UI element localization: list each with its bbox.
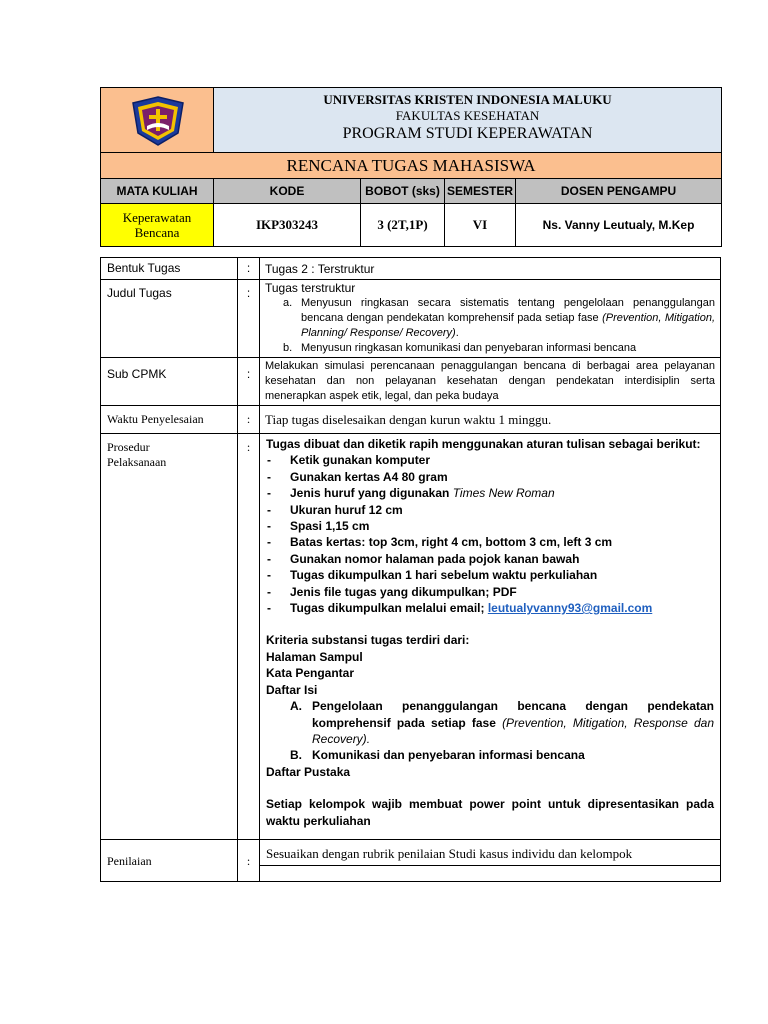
row-colon: : <box>238 280 260 358</box>
criteria-list <box>266 698 714 764</box>
criteria-intro: Kriteria substansi tugas terdiri dari: <box>266 633 470 648</box>
row-label-penilaian: Penilaian <box>101 839 238 881</box>
row-colon: : <box>238 434 260 840</box>
list-item: - Jenis file tugas yang dikumpulkan; PDF <box>267 584 517 599</box>
section-name: Halaman Sampul <box>266 649 363 664</box>
course-semester: VI <box>445 204 516 247</box>
list-item: - Jenis huruf yang digunakan Times New Roman <box>267 486 555 501</box>
row-value-prosedur <box>260 434 721 840</box>
table-row <box>101 280 721 358</box>
section-name: Daftar Pustaka <box>266 764 351 779</box>
column-header-semester: SEMESTER <box>445 179 516 204</box>
table-row <box>101 839 721 865</box>
document <box>100 87 721 882</box>
column-header-course: MATA KULIAH <box>101 179 214 204</box>
list-item: a. Menyusun ringkasan secara sistematis tentang pengelolaan penanggulangan bencana dengan pendekatan komprehensif pada setiap fase (Prevention, Mitigation, Planning/ Response/ Recovery). <box>283 297 716 339</box>
program-name: PROGRAM STUDI KEPERAWATAN <box>342 125 593 142</box>
closing-note: Setiap kelompok wajib membuat power point untuk dipresentasikan pada waktu perkuliahan <box>266 797 714 828</box>
empty-cell <box>260 865 721 881</box>
judul-list <box>265 296 715 356</box>
university-name: UNIVERSITAS KRISTEN INDONESIA MALUKU <box>323 92 612 107</box>
row-value-bentuk: Tugas 2 : Terstruktur <box>260 258 721 280</box>
list-item: A. Pengelolaan penanggulangan bencana dengan pendekatan komprehensif pada setiap fase (Prevention, Mitigation, Response dan Recovery). <box>290 699 715 746</box>
assignment-table <box>100 257 721 882</box>
row-colon: : <box>238 839 260 881</box>
email-link[interactable]: leutualyvanny93@gmail.com <box>487 601 653 616</box>
column-header-code: KODE <box>214 179 361 204</box>
row-colon: : <box>238 258 260 280</box>
row-label-subcpmk: Sub CPMK <box>101 358 238 406</box>
logo-cell <box>101 88 214 153</box>
row-value-subcpmk: Melakukan simulasi perencanaan penagguIangan bencana di berbagai area pelayanan kesehatan dan non pelayanan kesehatan dengan pendekatan interdisiplin serta menerapkan aspek etik, legal, dan peka budaya <box>260 358 721 406</box>
course-credits: 3 (2T,1P) <box>361 204 445 247</box>
row-value-judul <box>260 280 721 358</box>
column-header-credits: BOBOT (sks) <box>361 179 445 204</box>
section-name: Daftar Isi <box>266 682 318 697</box>
course-name: Keperawatan Bencana <box>101 204 214 247</box>
section-name: Kata Pengantar <box>266 666 355 681</box>
list-item: - Batas kertas: top 3cm, right 4 cm, bottom 3 cm, left 3 cm <box>267 535 613 550</box>
list-item: - Spasi 1,15 cm <box>267 519 370 534</box>
university-shield-logo <box>128 95 188 147</box>
column-header-lecturer: DOSEN PENGAMPU <box>516 179 722 204</box>
row-label-waktu: Waktu Penyelesaian <box>101 406 238 434</box>
row-label-prosedur: Prosedur Pelaksanaan <box>101 434 238 840</box>
list-item: - Gunakan nomor halaman pada pojok kanan bawah <box>267 551 580 566</box>
row-colon: : <box>238 406 260 434</box>
table-row <box>101 434 721 840</box>
list-item: - Ketik gunakan komputer <box>267 453 431 468</box>
row-label-judul: Judul Tugas <box>101 280 238 358</box>
list-item: - Tugas dikumpulkan 1 hari sebelum waktu perkuliahan <box>267 568 598 583</box>
document-title: RENCANA TUGAS MAHASISWA <box>101 153 722 179</box>
prosedur-intro: Tugas dibuat dan diketik rapih menggunakan aturan tulisan sebagai berikut: <box>266 437 701 451</box>
list-item: b. Menyusun ringkasan komunikasi dan penyebaran informasi bencana <box>283 342 637 354</box>
list-item: - Tugas dikumpulkan melalui email; leutualyvanny93@gmail.com <box>267 601 653 616</box>
row-colon: : <box>238 358 260 406</box>
list-item: B. Komunikasi dan penyebaran informasi bencana <box>290 748 585 763</box>
list-item: - Gunakan kertas A4 80 gram <box>267 469 448 484</box>
row-value-waktu: Tiap tugas diselesaikan dengan kurun waktu 1 minggu. <box>260 406 721 434</box>
row-label-bentuk: Bentuk Tugas <box>101 258 238 280</box>
institution-header <box>214 88 722 153</box>
course-code: IKP303243 <box>214 204 361 247</box>
faculty-name: FAKULTAS KESEHATAN <box>395 108 540 123</box>
table-row <box>101 406 721 434</box>
rules-list <box>266 452 714 616</box>
table-row <box>101 358 721 406</box>
course-lecturer: Ns. Vanny Leutualy, M.Kep <box>516 204 722 247</box>
table-row <box>101 258 721 280</box>
list-item: - Ukuran huruf 12 cm <box>267 502 403 517</box>
judul-intro: Tugas terstruktur <box>265 281 356 295</box>
row-value-penilaian: Sesuaikan dengan rubrik penilaian Studi kasus individu dan kelompok <box>260 839 721 865</box>
header-table <box>100 87 722 247</box>
